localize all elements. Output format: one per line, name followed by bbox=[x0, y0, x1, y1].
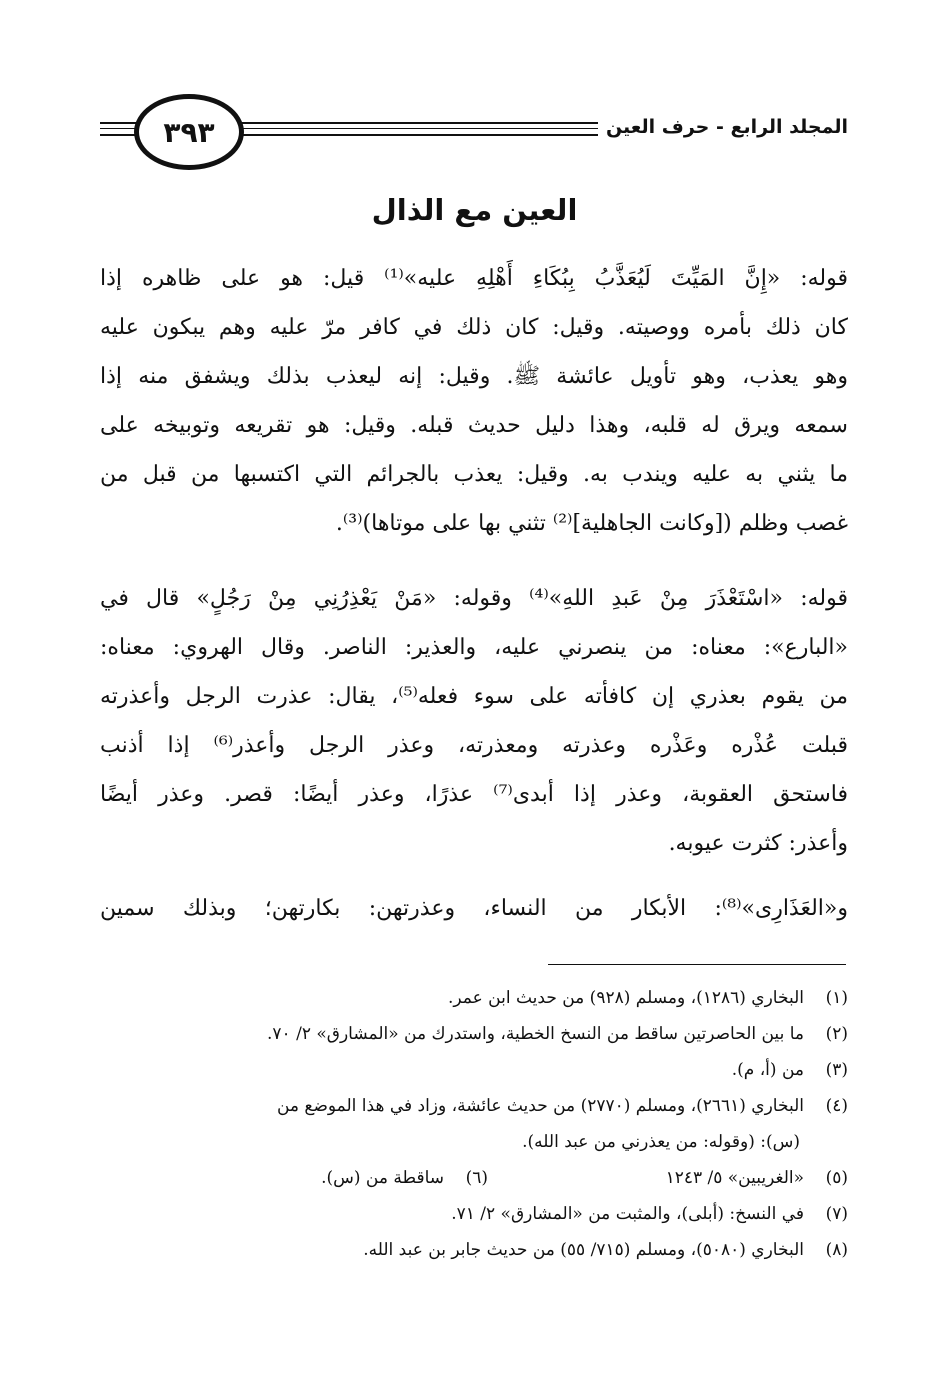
footnote-number: (٦) bbox=[465, 1168, 488, 1188]
footnote bbox=[100, 1052, 848, 1088]
text-line: و«العَذَارِى»⁽⁸⁾: الأبكار من النساء، وعذرتهن: بكارتهن؛ وبذلك سمين bbox=[100, 896, 848, 921]
footnote-separator bbox=[548, 964, 846, 965]
footnote-text: البخاري (٥٠٨٠)، ومسلم (٧١٥/ ٥٥) من حديث جابر بن عبد الله. bbox=[363, 1240, 804, 1260]
footnote bbox=[100, 980, 848, 1016]
footnote-text: ما بين الحاصرتين ساقط من النسخ الخطية، واستدرك من «المشارق» ٢/ ٧٠. bbox=[267, 1024, 804, 1044]
header-title: المجلد الرابع - حرف العين bbox=[598, 116, 848, 138]
text-line: من يقوم بعذري إن كافأته على سوء فعله⁽⁵⁾، يقال: عذرت الرجل وأعذرته bbox=[100, 684, 848, 709]
footnote-text: «الغريبين» ٥/ ١٢٤٣ bbox=[665, 1168, 804, 1188]
paragraph-2 bbox=[100, 574, 848, 868]
footnote-number: (٧) bbox=[825, 1204, 848, 1224]
page-number: ٣٩٣ bbox=[163, 115, 215, 149]
text-line: كان ذلك بأمره ووصيته. وقيل: كان ذلك في كافر مرّ عليه وهم يبكون عليه bbox=[100, 315, 848, 340]
footnote-text: البخاري (١٢٨٦)، ومسلم (٩٢٨) من حديث ابن عمر. bbox=[448, 988, 804, 1008]
text-line: ما يثني به عليه ويندب به. وقيل: يعذب بالجرائم التي اكتسبها من قبل من bbox=[100, 462, 848, 487]
text-line: سمعه ويرق له قلبه، وهذا دليل حديث قبله. وقيل: هو تقريعه وتوبيخه على bbox=[100, 413, 848, 438]
footnote-text: من (أ، م). bbox=[731, 1060, 804, 1080]
section-title: العين مع الذال bbox=[371, 193, 578, 227]
text-line: قوله: «إِنَّ المَيِّتَ لَيُعَذَّبُ بِبُكَاءِ أَهْلِهِ عليه»⁽¹⁾ قيل: هو على ظاهره إذا bbox=[100, 266, 848, 291]
footnote bbox=[128, 1160, 488, 1196]
text-line: وهو يعذب، وهو تأويل عائشة ﷺ. وقيل: إنه ليعذب بذلك ويشفق منه إذا bbox=[100, 364, 848, 389]
footnote-text: البخاري (٢٦٦١)، ومسلم (٢٧٧٠) من حديث عائشة، وزاد في هذا الموضع من bbox=[276, 1096, 804, 1116]
footnote bbox=[100, 1232, 848, 1268]
footnote-number: (٨) bbox=[825, 1240, 848, 1260]
footnote bbox=[100, 1196, 848, 1232]
footnote-pair bbox=[100, 1160, 848, 1196]
text-line: فاستحق العقوبة، وعذر إذا أبدى⁽⁷⁾ عذرًا، وعذر أيضًا: قصر. وعذر أيضًا bbox=[100, 782, 848, 807]
footnote bbox=[488, 1160, 848, 1196]
text-line: «البارع»: معناه: من ينصرني عليه، والعذير: الناصر. وقال الهروي: معناه: bbox=[100, 635, 848, 660]
page-header bbox=[100, 92, 848, 172]
footnote bbox=[100, 1088, 848, 1124]
text-line: وأعذر: كثرت عيوبه. bbox=[668, 831, 848, 856]
footnote-number: (٤) bbox=[825, 1096, 848, 1116]
footnote-number: (٣) bbox=[825, 1060, 848, 1080]
paragraph-3 bbox=[100, 884, 848, 933]
text-line: قبلت عُذْره وعَذْره وعذرته ومعذرته، وعذر الرجل وأعذر⁽⁶⁾ إذا أذنب bbox=[100, 733, 848, 758]
footnote-number: (٥) bbox=[825, 1168, 848, 1188]
footnote-text: في النسخ: (أبلى)، والمثبت من «المشارق» ٢/ ٧١. bbox=[451, 1204, 804, 1224]
page-number-circle bbox=[134, 94, 244, 170]
footnote-number: (١) bbox=[825, 988, 848, 1008]
footnote-number: (٢) bbox=[825, 1024, 848, 1044]
footnote bbox=[100, 1016, 848, 1052]
paragraph-1 bbox=[100, 254, 848, 548]
text-line: قوله: «اسْتَعْذَرَ مِنْ عَبدِ اللهِ»⁽⁴⁾ وقوله: «مَنْ يَعْذِرُنِي مِنْ رَجُلٍ» قال في bbox=[100, 586, 848, 611]
footnote-continuation: (س): (وقوله: من يعذرني من عبد الله). bbox=[522, 1132, 800, 1152]
text-line: غصب وظلم ([وكانت الجاهلية]⁽²⁾ تثني بها على موتاها)⁽³⁾. bbox=[335, 511, 848, 536]
footnote-text: ساقطة من (س). bbox=[321, 1168, 444, 1188]
footnotes bbox=[100, 980, 848, 1268]
